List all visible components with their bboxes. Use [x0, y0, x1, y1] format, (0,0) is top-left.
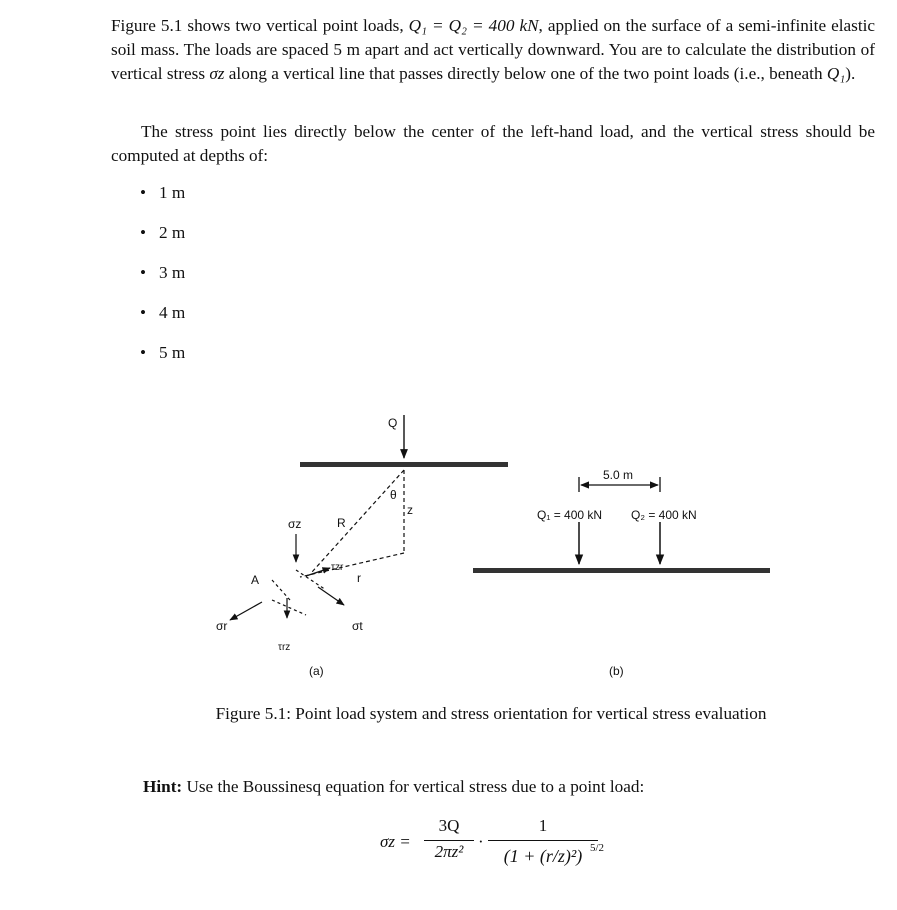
label-sigma-t: σt	[352, 619, 363, 633]
label-theta: θ	[390, 488, 397, 502]
label-q2: Q₂ = 400 kN	[631, 508, 697, 522]
p1-text-d: ).	[845, 64, 856, 83]
element-edge	[272, 580, 290, 600]
element-edge	[296, 570, 326, 590]
depth-item	[140, 221, 185, 261]
sigma-z-symbol: σz	[209, 64, 225, 83]
ground-surface-b	[473, 568, 770, 573]
depth-value: 1 m	[159, 183, 186, 202]
label-sigma-z: σz	[288, 517, 302, 531]
figure-a-label: (a)	[309, 664, 324, 678]
problem-paragraph-2: The stress point lies directly below the center of the left-hand load, and the vertical stress should be computed at depths of:	[111, 122, 875, 165]
fraction-bar-1	[424, 840, 474, 841]
figure-b	[473, 477, 770, 573]
depth-value: 2 m	[159, 223, 186, 242]
figure-5-1	[0, 400, 897, 700]
label-spacing: 5.0 m	[603, 468, 634, 482]
formula-lhs: σz =	[380, 832, 411, 851]
label-q1: Q₁ = 400 kN	[537, 508, 603, 522]
depth-item	[140, 181, 185, 221]
bullet-icon: •	[140, 263, 147, 282]
label-r: r	[357, 571, 361, 585]
label-a: A	[251, 573, 260, 587]
depth-item	[140, 261, 185, 301]
element-edge	[272, 600, 306, 615]
fraction-bar-2	[488, 840, 598, 841]
figure-a	[230, 415, 508, 620]
depth-value: 3 m	[159, 263, 186, 282]
formula-dot: ·	[478, 832, 484, 851]
sigma-t-arrow	[318, 587, 344, 605]
label-tau-rz: τrz	[278, 642, 291, 653]
figure-b-label: (b)	[609, 664, 624, 678]
load-equation: Q₁ = Q₂ = 400 kN	[408, 16, 539, 35]
depth-item	[140, 301, 185, 341]
formula-den2: (1 + (r/z)²)	[503, 846, 583, 866]
depth-value: 5 m	[159, 343, 186, 362]
bullet-icon: •	[140, 183, 147, 202]
boussinesq-formula	[380, 812, 640, 902]
label-sigma-r: σr	[216, 619, 228, 633]
p1-text-c: along a vertical line that passes directly below one of the two point loads (i.e., beneath	[224, 64, 827, 83]
formula-exponent: 5/2	[590, 842, 605, 854]
hint	[143, 777, 644, 797]
hint-text: Use the Boussinesq equation for vertical stress due to a point load:	[182, 777, 645, 796]
bullet-icon: •	[140, 303, 147, 322]
label-z: z	[407, 503, 413, 517]
depth-list	[140, 181, 185, 381]
sigma-r-arrow	[230, 602, 262, 620]
formula-num2: 1	[538, 816, 548, 835]
formula-num1: 3Q	[438, 816, 460, 835]
p1-text-b: , applied on the surface of a semi-infinite elastic soil mass. The loads are spaced 5 m apart and act vertically downward. You are to calculate the distribution of vertical stress	[111, 16, 875, 83]
bullet-icon: •	[140, 223, 147, 242]
bullet-icon: •	[140, 343, 147, 362]
figure-a-labels	[216, 416, 413, 678]
label-r-big: R	[337, 516, 346, 530]
problem-paragraph-1	[111, 14, 875, 86]
p1-text-a: Figure 5.1 shows two vertical point loads,	[111, 16, 409, 35]
formula-den1: 2πz²	[434, 842, 464, 861]
hint-label: Hint:	[143, 777, 183, 796]
figure-caption: Figure 5.1: Point load system and stress orientation for vertical stress evaluation	[215, 704, 767, 723]
depth-item	[140, 341, 185, 381]
label-tau-zr: τzr	[331, 562, 344, 573]
label-q: Q	[388, 416, 398, 430]
ground-surface-a	[300, 462, 508, 467]
depth-value: 4 m	[159, 303, 186, 322]
q1-symbol: Q₁	[826, 64, 846, 83]
tau-zr-arrow	[306, 568, 330, 576]
